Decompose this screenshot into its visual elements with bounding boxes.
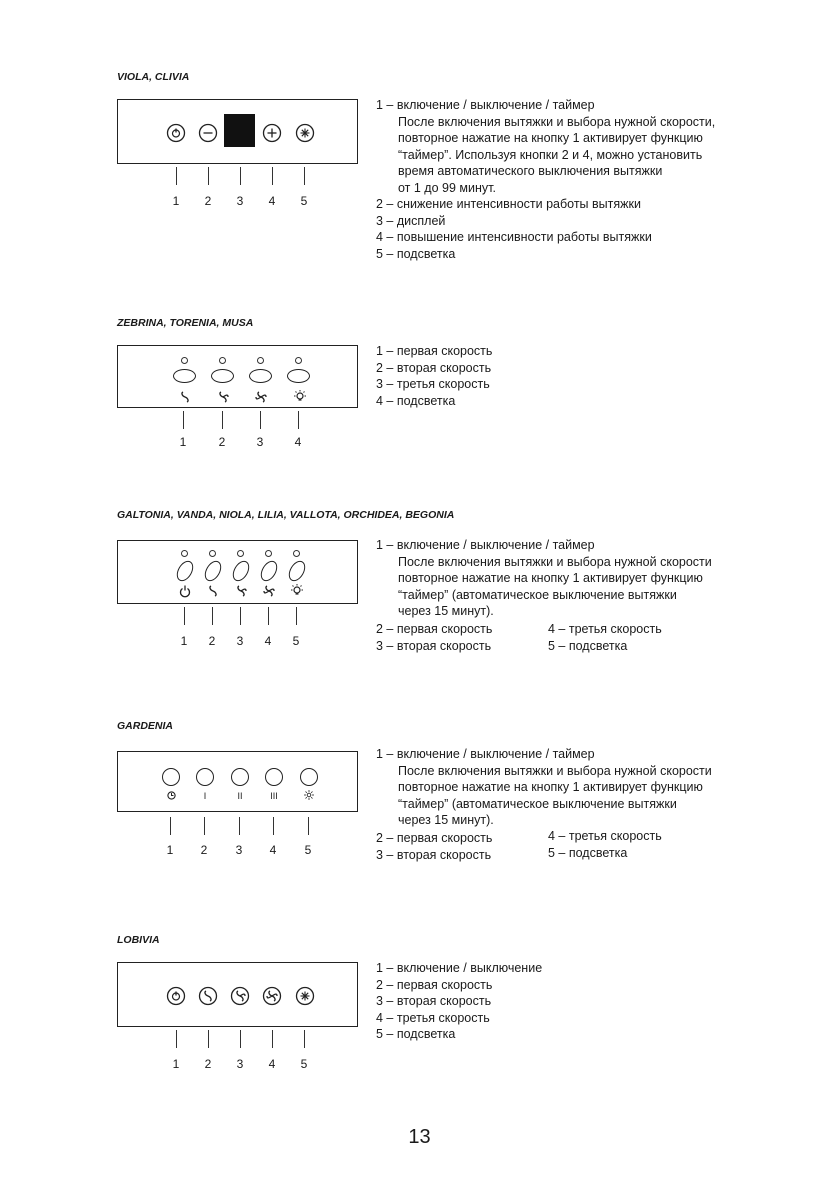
desc-col-right: [548, 828, 662, 861]
leader-line: [176, 167, 177, 185]
desc-line: повторное нажатие на кнопку 1 активирует функцию: [398, 571, 703, 585]
indicator-led: [219, 357, 226, 364]
leader-line: [296, 607, 297, 625]
minus-button-icon: [198, 123, 218, 143]
callout-number: 2: [208, 634, 216, 648]
control-panel-viola-clivia: [117, 99, 358, 164]
leader-line: [176, 1030, 177, 1048]
desc-line: После включения вытяжки и выбора нужной скорости,: [398, 114, 716, 129]
indicator-led: [293, 550, 300, 557]
callout-number: 1: [172, 194, 180, 208]
fan-speed-3-button-icon: [262, 986, 282, 1006]
indicator-led: [181, 550, 188, 557]
leader-line: [308, 817, 309, 835]
desc-line: 5 – подсветка: [548, 638, 628, 653]
leader-line: [272, 1030, 273, 1048]
sun-light-icon: [304, 790, 314, 800]
callout-number: 2: [218, 435, 226, 449]
desc-line: 4 – повышение интенсивности работы вытяжки: [376, 230, 652, 244]
desc-line: 5 – подсветка: [376, 246, 456, 261]
fan-speed-2-button-icon: [230, 986, 250, 1006]
leader-line: [304, 167, 305, 185]
desc-line: “таймер” (автоматическое выключение вытяжки: [398, 796, 677, 811]
callout-number: 5: [292, 634, 300, 648]
light-button-icon: [295, 986, 315, 1006]
callout-number: 1: [179, 435, 187, 449]
section-title-zebrina: ZEBRINA, TORENIA, MUSA: [117, 317, 254, 329]
indicator-led: [265, 550, 272, 557]
callout-number: 3: [235, 843, 243, 857]
desc-line: 3 – вторая скорость: [376, 994, 492, 1008]
desc-line: После включения вытяжки и выбора нужной скорости: [398, 763, 712, 778]
leader-line: [240, 607, 241, 625]
light-button: [300, 768, 318, 786]
desc-line: 4 – подсветка: [376, 393, 456, 408]
leader-line: [272, 167, 273, 185]
callout-number: 4: [269, 843, 277, 857]
description-lobivia: [376, 960, 542, 1043]
desc-line: 2 – снижение интенсивности работы вытяжки: [376, 197, 641, 211]
callout-number: 1: [172, 1057, 180, 1071]
light-button: [285, 558, 308, 584]
speed-3-button: [257, 558, 280, 584]
leader-line: [183, 411, 184, 429]
power-icon: [179, 585, 191, 597]
speed-1-button: [196, 768, 214, 786]
section-title-gardenia: GARDENIA: [117, 720, 174, 732]
leader-line: [298, 411, 299, 429]
desc-line: через 15 минут).: [398, 604, 494, 618]
desc-line: 4 – третья скорость: [376, 1010, 490, 1025]
display-screen: [224, 114, 255, 147]
callout-number: 2: [204, 194, 212, 208]
desc-line: от 1 до 99 минут.: [398, 180, 496, 195]
callout-number: 2: [200, 843, 208, 857]
speed-3-button: [265, 768, 283, 786]
callout-number: 1: [180, 634, 188, 648]
plus-button-icon: [262, 123, 282, 143]
control-panel-lobivia: [117, 962, 358, 1027]
desc-line: 3 – третья скорость: [376, 377, 490, 391]
leader-line: [204, 817, 205, 835]
desc-line: 2 – первая скорость: [376, 622, 493, 636]
leader-line: [170, 817, 171, 835]
leader-line: [239, 817, 240, 835]
callout-number: 1: [166, 843, 174, 857]
desc-line: время автоматического выключения вытяжки: [398, 164, 663, 178]
control-panel-zebrina: [117, 345, 358, 408]
leader-line: [240, 1030, 241, 1048]
callout-number: 4: [268, 1057, 276, 1071]
speed-3-label: III: [270, 791, 278, 801]
clock-icon: [167, 791, 176, 800]
fan-speed-3-icon: [255, 391, 267, 403]
lightbulb-icon: [290, 584, 304, 598]
power-button-icon: [166, 986, 186, 1006]
light-button-icon: [295, 123, 315, 143]
speed-2-button: [229, 558, 252, 584]
fan-speed-3-icon: [263, 585, 275, 597]
speed-2-button: [231, 768, 249, 786]
callout-number: 5: [304, 843, 312, 857]
speed-1-label: I: [203, 791, 207, 801]
fan-speed-2-icon: [217, 391, 229, 403]
desc-line: “таймер” (автоматическое выключение вытяжки: [398, 587, 677, 602]
desc-line: повторное нажатие на кнопку 1 активирует функцию: [398, 131, 703, 145]
leader-line: [260, 411, 261, 429]
desc-line: 1 – включение / выключение / таймер: [376, 747, 595, 761]
indicator-led: [181, 357, 188, 364]
leader-line: [273, 817, 274, 835]
speed-1-button: [173, 369, 196, 383]
desc-line: 3 – вторая скорость: [376, 638, 492, 653]
callout-number: 4: [268, 194, 276, 208]
description-galtonia: [376, 537, 712, 620]
desc-line: 2 – первая скорость: [376, 977, 493, 992]
callout-number: 4: [294, 435, 302, 449]
indicator-led: [257, 357, 264, 364]
indicator-led: [237, 550, 244, 557]
desc-col-left: [376, 621, 492, 654]
section-title-galtonia: GALTONIA, VANDA, NIOLA, LILIA, VALLOTA, ORCHIDEA, BEGONIA: [117, 509, 455, 521]
indicator-led: [209, 550, 216, 557]
power-button-icon: [166, 123, 186, 143]
section-title-lobivia: LOBIVIA: [117, 934, 160, 946]
speed-1-button: [201, 558, 224, 584]
leader-line: [208, 1030, 209, 1048]
callout-number: 3: [236, 634, 244, 648]
fan-speed-2-icon: [235, 585, 247, 597]
leader-line: [304, 1030, 305, 1048]
section-title-viola-clivia: VIOLA, CLIVIA: [117, 71, 190, 83]
control-panel-gardenia: [117, 751, 358, 812]
callout-number: 5: [300, 1057, 308, 1071]
speed-3-button: [249, 369, 272, 383]
leader-line: [268, 607, 269, 625]
callout-number: 3: [236, 194, 244, 208]
desc-line: 5 – подсветка: [548, 845, 628, 860]
fan-speed-1-icon: [207, 585, 219, 597]
fan-speed-1-icon: [179, 391, 191, 403]
leader-line: [240, 167, 241, 185]
desc-line: 5 – подсветка: [376, 1027, 456, 1041]
callout-number: 2: [204, 1057, 212, 1071]
desc-line: 4 – третья скорость: [548, 622, 662, 636]
desc-line: через 15 минут).: [398, 813, 494, 827]
desc-line: 4 – третья скорость: [548, 829, 662, 843]
lightbulb-icon: [293, 390, 307, 404]
description-viola-clivia: [376, 97, 715, 262]
speed-2-button: [211, 369, 234, 383]
description-gardenia: [376, 746, 712, 829]
desc-line: 2 – вторая скорость: [376, 360, 492, 375]
desc-col-right: [548, 621, 662, 654]
desc-col-left: [376, 830, 492, 863]
power-button: [173, 558, 196, 584]
control-panel-galtonia: [117, 540, 358, 604]
desc-line: 3 – вторая скорость: [376, 847, 492, 862]
callout-number: 5: [300, 194, 308, 208]
callout-number: 3: [256, 435, 264, 449]
light-button: [287, 369, 310, 383]
speed-2-label: II: [237, 791, 243, 801]
desc-line: После включения вытяжки и выбора нужной скорости: [398, 554, 712, 569]
desc-line: повторное нажатие на кнопку 1 активирует функцию: [398, 780, 703, 794]
callout-number: 3: [236, 1057, 244, 1071]
page-number: 13: [408, 1126, 431, 1148]
leader-line: [208, 167, 209, 185]
leader-line: [184, 607, 185, 625]
fan-speed-1-button-icon: [198, 986, 218, 1006]
indicator-led: [295, 357, 302, 364]
callout-number: 4: [264, 634, 272, 648]
desc-line: 1 – первая скорость: [376, 344, 493, 358]
desc-line: 2 – первая скорость: [376, 831, 493, 845]
description-zebrina: [376, 343, 492, 409]
desc-line: 1 – включение / выключение / таймер: [376, 538, 595, 552]
desc-line: 1 – включение / выключение / таймер: [376, 98, 595, 112]
desc-line: 1 – включение / выключение: [376, 961, 543, 975]
leader-line: [212, 607, 213, 625]
timer-button: [162, 768, 180, 786]
leader-line: [222, 411, 223, 429]
desc-line: 3 – дисплей: [376, 213, 446, 228]
desc-line: “таймер”. Используя кнопки 2 и 4, можно установить: [398, 147, 703, 162]
